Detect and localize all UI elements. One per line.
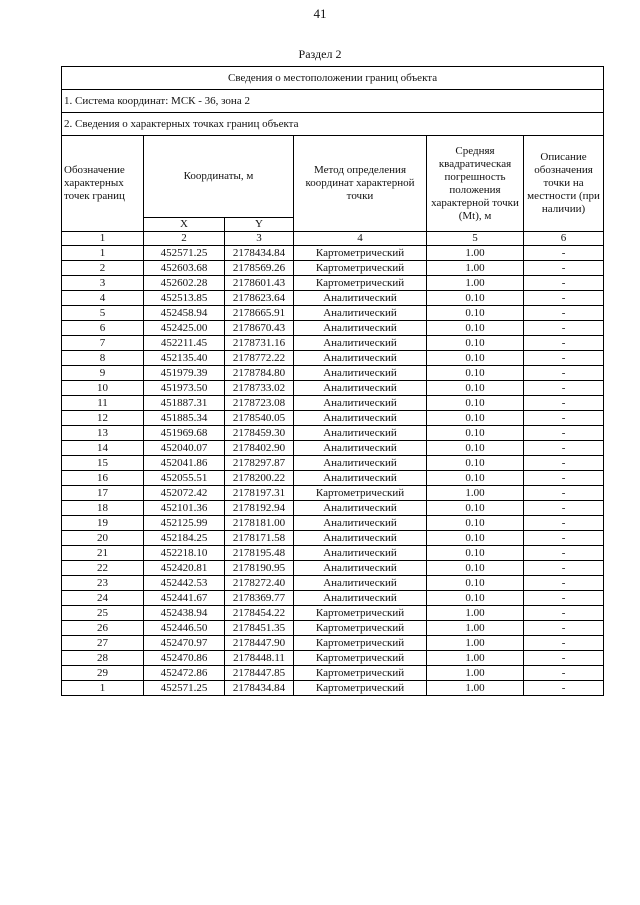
- coord-y: 2178623.64: [225, 291, 294, 306]
- description: -: [524, 501, 604, 516]
- coord-x: 452218.10: [144, 546, 225, 561]
- mean-error: 0.10: [427, 501, 524, 516]
- coord-y: 2178181.00: [225, 516, 294, 531]
- description: -: [524, 561, 604, 576]
- method: Аналитический: [294, 591, 427, 606]
- coord-y: 2178190.95: [225, 561, 294, 576]
- method: Картометрический: [294, 621, 427, 636]
- coord-x: 452135.40: [144, 351, 225, 366]
- description: -: [524, 531, 604, 546]
- description: -: [524, 546, 604, 561]
- table-row: [62, 366, 604, 381]
- description: -: [524, 606, 604, 621]
- mean-error: 0.10: [427, 471, 524, 486]
- description: -: [524, 621, 604, 636]
- coord-x: 452041.86: [144, 456, 225, 471]
- table-row: [62, 291, 604, 306]
- method: Аналитический: [294, 531, 427, 546]
- coord-y: 2178459.30: [225, 426, 294, 441]
- coord-y: 2178451.35: [225, 621, 294, 636]
- table-row: [62, 591, 604, 606]
- column-number: 5: [427, 232, 524, 246]
- header-y: Y: [225, 218, 294, 232]
- coord-x: 452446.50: [144, 621, 225, 636]
- points-section-title: 2. Сведения о характерных точках границ объекта: [62, 113, 604, 136]
- coord-x: 452603.68: [144, 261, 225, 276]
- table-row: [62, 411, 604, 426]
- method: Аналитический: [294, 456, 427, 471]
- description: -: [524, 396, 604, 411]
- method: Картометрический: [294, 486, 427, 501]
- method: Картометрический: [294, 666, 427, 681]
- header-coordinates: Координаты, м: [144, 136, 294, 218]
- coord-y: 2178772.22: [225, 351, 294, 366]
- coord-y: 2178601.43: [225, 276, 294, 291]
- mean-error: 0.10: [427, 381, 524, 396]
- header-method: Метод определения координат характерной точки: [294, 136, 427, 232]
- point-number: 19: [62, 516, 144, 531]
- method: Аналитический: [294, 426, 427, 441]
- coord-y: 2178192.94: [225, 501, 294, 516]
- coord-x: 452458.94: [144, 306, 225, 321]
- table-row: [62, 621, 604, 636]
- mean-error: 1.00: [427, 606, 524, 621]
- mean-error: 0.10: [427, 546, 524, 561]
- header-point-designation: Обозначение характерных точек границ: [62, 136, 144, 232]
- mean-error: 0.10: [427, 531, 524, 546]
- point-number: 15: [62, 456, 144, 471]
- coord-y: 2178569.26: [225, 261, 294, 276]
- coord-x: 452438.94: [144, 606, 225, 621]
- method: Аналитический: [294, 321, 427, 336]
- table-title: Сведения о местоположении границ объекта: [62, 67, 604, 90]
- method: Картометрический: [294, 636, 427, 651]
- point-number: 23: [62, 576, 144, 591]
- method: Аналитический: [294, 351, 427, 366]
- table-row: [62, 516, 604, 531]
- description: -: [524, 381, 604, 396]
- table-row: [62, 246, 604, 261]
- header-x: X: [144, 218, 225, 232]
- mean-error: 1.00: [427, 486, 524, 501]
- description: -: [524, 411, 604, 426]
- coord-x: 452072.42: [144, 486, 225, 501]
- table-row: [62, 501, 604, 516]
- method: Аналитический: [294, 411, 427, 426]
- column-number: 1: [62, 232, 144, 246]
- method: Аналитический: [294, 471, 427, 486]
- column-number: 6: [524, 232, 604, 246]
- point-number: 16: [62, 471, 144, 486]
- point-number: 11: [62, 396, 144, 411]
- coord-y: 2178447.90: [225, 636, 294, 651]
- table-row: [62, 681, 604, 696]
- header-mean-error: Средняя квадратическая погрешность положения характерной точки (Mt), м: [427, 136, 524, 232]
- mean-error: 0.10: [427, 396, 524, 411]
- coord-x: 452420.81: [144, 561, 225, 576]
- table-row: [62, 456, 604, 471]
- point-number: 1: [62, 246, 144, 261]
- description: -: [524, 441, 604, 456]
- table-row: [62, 321, 604, 336]
- description: -: [524, 486, 604, 501]
- coord-y: 2178434.84: [225, 246, 294, 261]
- table-row: [62, 576, 604, 591]
- point-number: 1: [62, 681, 144, 696]
- coord-x: 452441.67: [144, 591, 225, 606]
- method: Аналитический: [294, 441, 427, 456]
- method: Картометрический: [294, 246, 427, 261]
- mean-error: 0.10: [427, 321, 524, 336]
- point-number: 4: [62, 291, 144, 306]
- coord-x: 452211.45: [144, 336, 225, 351]
- table-row: [62, 606, 604, 621]
- coord-y: 2178447.85: [225, 666, 294, 681]
- point-number: 6: [62, 321, 144, 336]
- point-number: 7: [62, 336, 144, 351]
- method: Аналитический: [294, 501, 427, 516]
- mean-error: 0.10: [427, 426, 524, 441]
- description: -: [524, 681, 604, 696]
- method: Аналитический: [294, 396, 427, 411]
- coord-x: 452472.86: [144, 666, 225, 681]
- coord-x: 452470.97: [144, 636, 225, 651]
- coord-x: 452602.28: [144, 276, 225, 291]
- description: -: [524, 426, 604, 441]
- description: -: [524, 576, 604, 591]
- mean-error: 0.10: [427, 456, 524, 471]
- table-row: [62, 336, 604, 351]
- coord-y: 2178272.40: [225, 576, 294, 591]
- mean-error: 1.00: [427, 636, 524, 651]
- coord-y: 2178733.02: [225, 381, 294, 396]
- coord-y: 2178784.80: [225, 366, 294, 381]
- coordinate-system: 1. Система координат: МСК - 36, зона 2: [62, 90, 604, 113]
- table-row: [62, 261, 604, 276]
- point-number: 14: [62, 441, 144, 456]
- point-number: 21: [62, 546, 144, 561]
- mean-error: 0.10: [427, 336, 524, 351]
- table-row: [62, 426, 604, 441]
- column-number: 4: [294, 232, 427, 246]
- coord-y: 2178665.91: [225, 306, 294, 321]
- method: Аналитический: [294, 546, 427, 561]
- point-number: 12: [62, 411, 144, 426]
- table-row: [62, 486, 604, 501]
- point-number: 29: [62, 666, 144, 681]
- coord-x: 452425.00: [144, 321, 225, 336]
- description: -: [524, 366, 604, 381]
- point-number: 25: [62, 606, 144, 621]
- coord-x: 452571.25: [144, 681, 225, 696]
- mean-error: 0.10: [427, 306, 524, 321]
- coord-x: 451885.34: [144, 411, 225, 426]
- point-number: 17: [62, 486, 144, 501]
- method: Картометрический: [294, 651, 427, 666]
- table-row: [62, 441, 604, 456]
- coord-x: 452442.53: [144, 576, 225, 591]
- table-row: [62, 666, 604, 681]
- coord-y: 2178448.11: [225, 651, 294, 666]
- description: -: [524, 651, 604, 666]
- point-number: 18: [62, 501, 144, 516]
- description: -: [524, 636, 604, 651]
- method: Аналитический: [294, 516, 427, 531]
- description: -: [524, 471, 604, 486]
- coord-y: 2178540.05: [225, 411, 294, 426]
- point-number: 9: [62, 366, 144, 381]
- coord-x: 451973.50: [144, 381, 225, 396]
- description: -: [524, 261, 604, 276]
- mean-error: 0.10: [427, 516, 524, 531]
- description: -: [524, 516, 604, 531]
- point-number: 26: [62, 621, 144, 636]
- coord-x: 451969.68: [144, 426, 225, 441]
- coord-y: 2178723.08: [225, 396, 294, 411]
- mean-error: 0.10: [427, 591, 524, 606]
- boundary-table: [61, 66, 604, 696]
- method: Картометрический: [294, 261, 427, 276]
- mean-error: 0.10: [427, 576, 524, 591]
- description: -: [524, 351, 604, 366]
- coord-x: 452101.36: [144, 501, 225, 516]
- header-description: Описание обозначения точки на местности (при наличии): [524, 136, 604, 232]
- point-number: 27: [62, 636, 144, 651]
- mean-error: 0.10: [427, 561, 524, 576]
- mean-error: 1.00: [427, 261, 524, 276]
- method: Аналитический: [294, 561, 427, 576]
- table-row: [62, 471, 604, 486]
- coord-y: 2178200.22: [225, 471, 294, 486]
- point-number: 2: [62, 261, 144, 276]
- mean-error: 1.00: [427, 246, 524, 261]
- coord-y: 2178434.84: [225, 681, 294, 696]
- point-number: 28: [62, 651, 144, 666]
- coord-x: 452125.99: [144, 516, 225, 531]
- description: -: [524, 246, 604, 261]
- page-number: 41: [313, 6, 327, 21]
- method: Аналитический: [294, 306, 427, 321]
- mean-error: 1.00: [427, 276, 524, 291]
- table-row: [62, 531, 604, 546]
- table-row: [62, 276, 604, 291]
- coord-x: 452040.07: [144, 441, 225, 456]
- point-number: 24: [62, 591, 144, 606]
- mean-error: 0.10: [427, 441, 524, 456]
- table-row: [62, 381, 604, 396]
- point-number: 5: [62, 306, 144, 321]
- mean-error: 1.00: [427, 681, 524, 696]
- method: Аналитический: [294, 291, 427, 306]
- coord-y: 2178297.87: [225, 456, 294, 471]
- table-row: [62, 396, 604, 411]
- method: Картометрический: [294, 276, 427, 291]
- description: -: [524, 666, 604, 681]
- mean-error: 0.10: [427, 351, 524, 366]
- coord-x: 452184.25: [144, 531, 225, 546]
- description: -: [524, 591, 604, 606]
- mean-error: 0.10: [427, 291, 524, 306]
- method: Аналитический: [294, 366, 427, 381]
- coord-y: 2178197.31: [225, 486, 294, 501]
- coord-y: 2178195.48: [225, 546, 294, 561]
- point-number: 22: [62, 561, 144, 576]
- mean-error: 0.10: [427, 411, 524, 426]
- method: Картометрический: [294, 681, 427, 696]
- column-number: 2: [144, 232, 225, 246]
- mean-error: 0.10: [427, 366, 524, 381]
- method: Аналитический: [294, 576, 427, 591]
- coord-x: 452513.85: [144, 291, 225, 306]
- coord-x: 452470.86: [144, 651, 225, 666]
- method: Аналитический: [294, 336, 427, 351]
- point-number: 3: [62, 276, 144, 291]
- point-number: 8: [62, 351, 144, 366]
- column-number: 3: [225, 232, 294, 246]
- table-row: [62, 636, 604, 651]
- coord-x: 452571.25: [144, 246, 225, 261]
- description: -: [524, 291, 604, 306]
- point-number: 13: [62, 426, 144, 441]
- point-number: 20: [62, 531, 144, 546]
- method: Аналитический: [294, 381, 427, 396]
- mean-error: 1.00: [427, 621, 524, 636]
- coord-y: 2178454.22: [225, 606, 294, 621]
- table-row: [62, 546, 604, 561]
- mean-error: 1.00: [427, 666, 524, 681]
- method: Картометрический: [294, 606, 427, 621]
- description: -: [524, 321, 604, 336]
- description: -: [524, 276, 604, 291]
- point-number: 10: [62, 381, 144, 396]
- coord-x: 451979.39: [144, 366, 225, 381]
- table-row: [62, 306, 604, 321]
- description: -: [524, 336, 604, 351]
- coord-y: 2178171.58: [225, 531, 294, 546]
- coord-x: 451887.31: [144, 396, 225, 411]
- description: -: [524, 456, 604, 471]
- coord-y: 2178402.90: [225, 441, 294, 456]
- coord-y: 2178670.43: [225, 321, 294, 336]
- table-row: [62, 351, 604, 366]
- coord-x: 452055.51: [144, 471, 225, 486]
- section-title: Раздел 2: [298, 47, 342, 61]
- coord-y: 2178369.77: [225, 591, 294, 606]
- column-numbers-row: [62, 232, 604, 246]
- mean-error: 1.00: [427, 651, 524, 666]
- table-row: [62, 651, 604, 666]
- table-row: [62, 561, 604, 576]
- coord-y: 2178731.16: [225, 336, 294, 351]
- description: -: [524, 306, 604, 321]
